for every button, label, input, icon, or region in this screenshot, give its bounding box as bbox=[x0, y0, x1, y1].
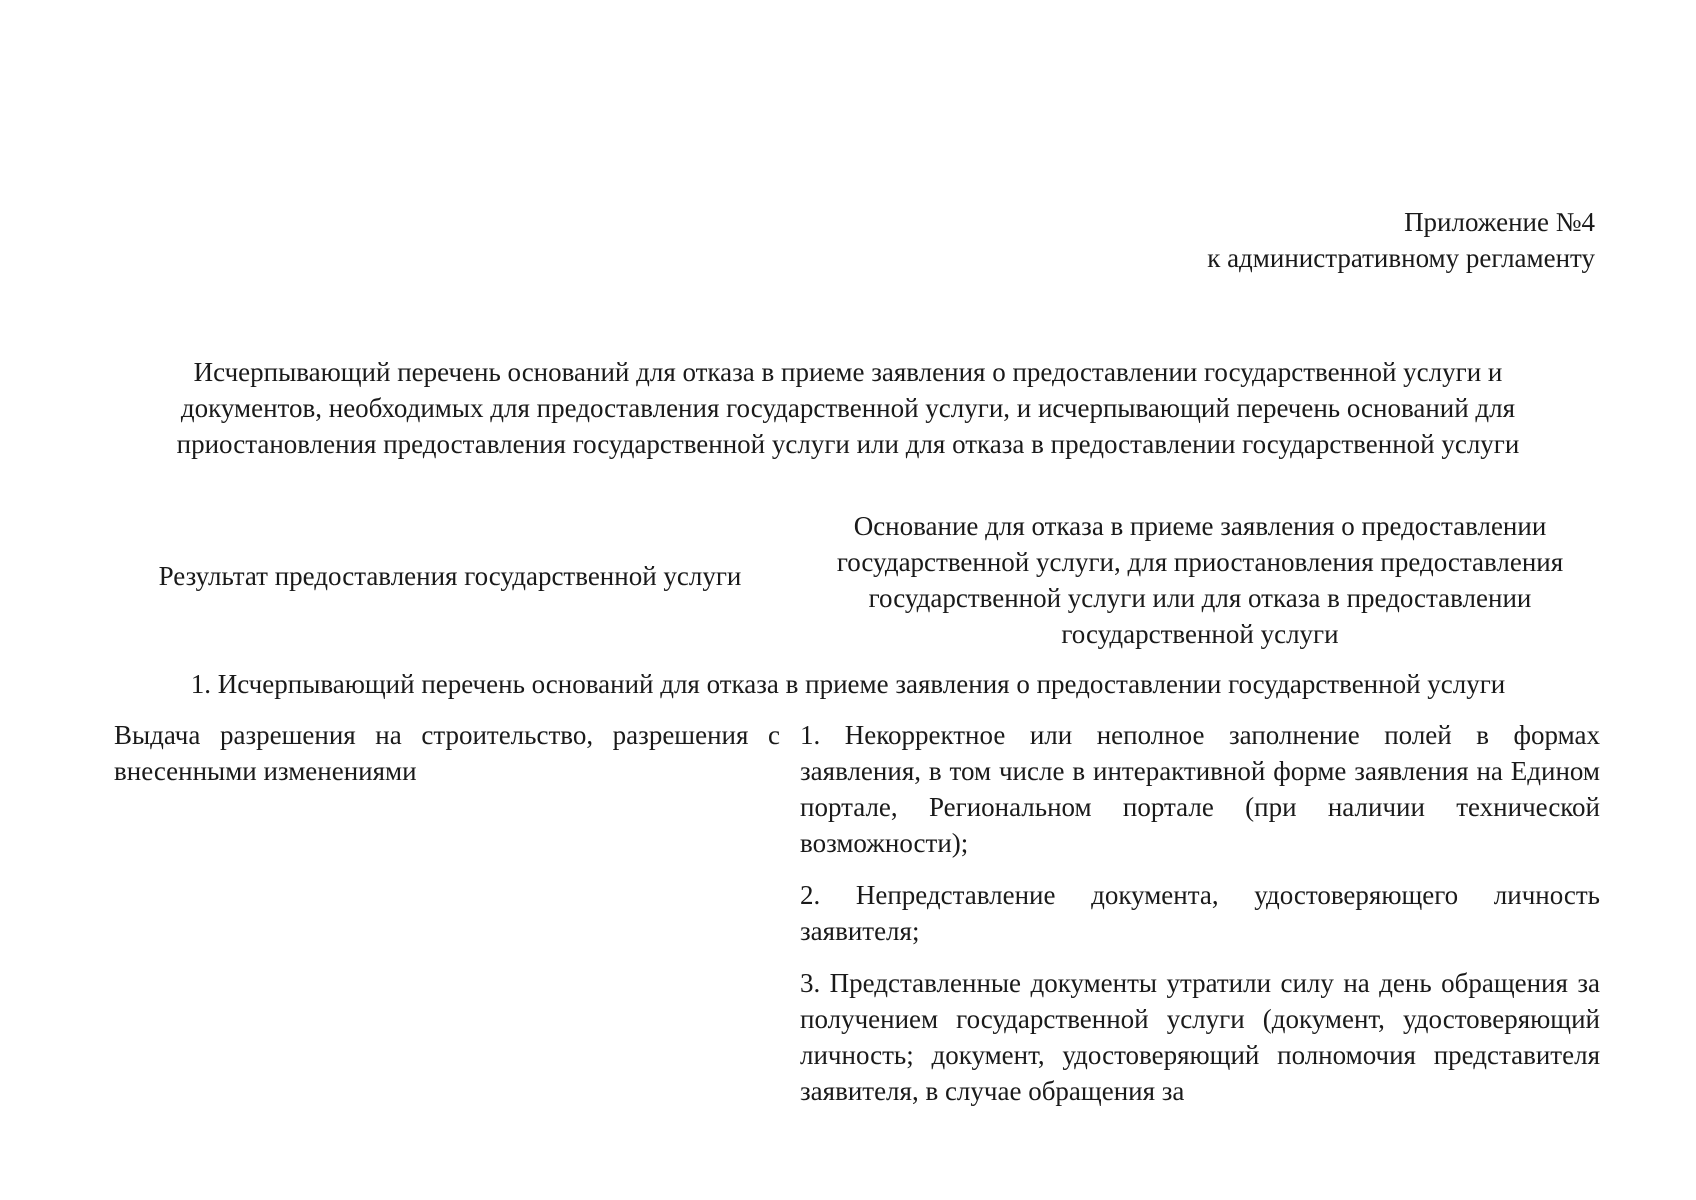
section-heading: 1. Исчерпывающий перечень оснований для отказа в приеме заявления о предоставлении государственной услуги bbox=[190, 669, 1506, 699]
column-header-reason: Основание для отказа в приеме заявления о предоставлении государственной услуги, для приостановления предоставления государственной услуги или для отказа в предоставлении государственной услуги bbox=[836, 511, 1564, 649]
document-title: Исчерпывающий перечень оснований для отказа в приеме заявления о предоставлении государственной услуги и документов, необходимых для предоставления государственной услуги, и исчерпывающий перечень оснований для приостановления предоставления государственной услуги или для отказа в предоставлении государственной услуги bbox=[176, 357, 1520, 459]
column-header-result: Результат предоставления государственной услуги bbox=[158, 561, 742, 591]
appendix-number: Приложение №4 bbox=[1404, 207, 1595, 237]
table-cell-reasons bbox=[800, 717, 1600, 1125]
reason-item-3: 3. Представленные документы утратили силу на день обращения за получением государственной услуги (документ, удостоверяющий личность; документ, удостоверяющий полномочия представителя заявителя, в случае обращения за bbox=[800, 968, 1600, 1106]
appendix-caption bbox=[1207, 204, 1595, 276]
reason-item-1: 1. Некорректное или неполное заполнение полей в формах заявления, в том числе в интерактивной форме заявления на Едином портале, Региональном портале (при наличии технической возможности); bbox=[800, 720, 1600, 858]
reason-item-2: 2. Непредставление документа, удостоверяющего личность заявителя; bbox=[800, 880, 1600, 946]
table-cell-result: Выдача разрешения на строительство, разрешения с внесенными изменениями bbox=[114, 720, 780, 786]
appendix-subtitle: к административному регламенту bbox=[1207, 243, 1595, 273]
